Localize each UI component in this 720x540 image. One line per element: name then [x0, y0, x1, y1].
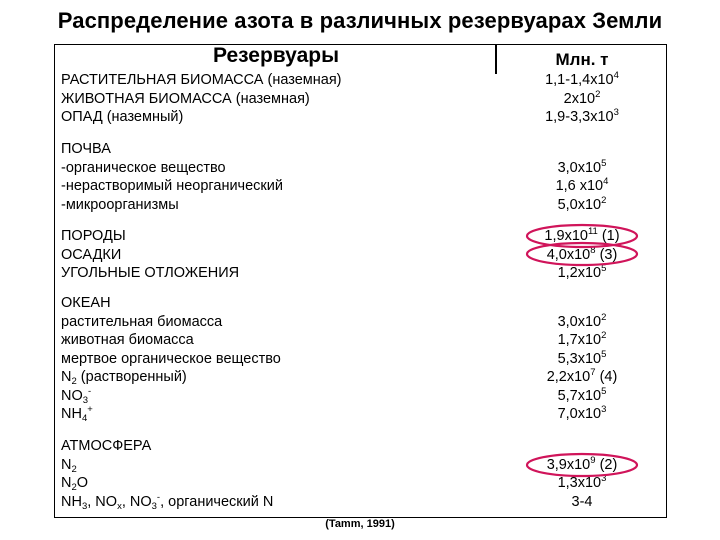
row-label: растительная биомасса	[61, 313, 223, 330]
row-label: АТМОСФЕРА	[61, 438, 152, 454]
row-label: ОСАДКИ	[61, 246, 122, 263]
row-value: $1,7x10^2$	[557, 330, 607, 348]
row-value	[498, 294, 666, 313]
row-value: $1,9-3,3x10^3$	[545, 107, 619, 125]
row-value: $3,9x10^9$ (2)	[546, 454, 618, 473]
row-label: $N_2$ (растворенный)	[61, 369, 187, 387]
row-value: 3-4	[571, 493, 593, 510]
column-header-amount: Млн. т	[555, 50, 609, 69]
row-label: -органическое вещество	[61, 159, 226, 176]
row-label: $NH_3$, $NO_x$, $NO_3^-$, органический N	[61, 491, 274, 512]
column-header-reservoirs: Резервуары	[212, 44, 340, 67]
row-value: $2,2x10^7$ (4)	[546, 367, 618, 385]
row-value: $1,9x10^{11}$ (1)	[544, 226, 620, 244]
row-value: $5,0x10^2$	[557, 194, 607, 213]
row-label: РАСТИТЕЛЬНАЯ БИОМАССА (наземная)	[61, 72, 342, 88]
section-terrestrial-values	[498, 71, 666, 127]
row-label: ПОЧВА	[61, 141, 111, 157]
section-atmosphere-values	[498, 437, 666, 511]
row-label: -нерастворимый неорганический	[61, 178, 283, 194]
row-label: ПОРОДЫ	[61, 228, 126, 244]
section-rocks-labels	[61, 227, 501, 283]
row-value: 1,6 $x10^4$	[555, 176, 609, 194]
row-label: $N_2$	[61, 456, 77, 475]
source-citation: (Tamm, 1991)	[325, 518, 395, 530]
row-label: ОКЕАН	[61, 295, 111, 311]
section-terrestrial-labels	[61, 71, 501, 127]
row-value: $1,3x10^3$	[557, 473, 607, 491]
section-soil-values	[498, 140, 666, 214]
page-title: Распределение азота в различных резервуарах Земли	[57, 8, 663, 33]
row-label: $NH_4^+$	[61, 404, 93, 424]
row-value: $5,7x10^5$	[557, 385, 607, 404]
section-soil-labels	[61, 140, 501, 214]
row-value: $5,3x10^5$	[557, 348, 607, 367]
section-atmosphere-labels	[61, 437, 501, 511]
row-label: -микроорганизмы	[61, 196, 179, 213]
section-ocean-labels	[61, 294, 501, 424]
row-value: $1,2x10^5$	[557, 263, 607, 281]
row-value: $3,0x10^2$	[557, 311, 607, 330]
row-label: мертвое органическое вещество	[61, 350, 281, 367]
row-value: $3,0x10^5$	[557, 157, 607, 176]
row-value: $1,1-1,4x10^4$	[545, 70, 619, 88]
row-label: ЖИВОТНАЯ БИОМАССА (наземная)	[61, 90, 310, 107]
row-value: $2x10^2$	[563, 88, 601, 107]
row-value	[498, 140, 666, 159]
section-rocks-values	[498, 227, 666, 283]
row-label: $NO_3^-$	[61, 385, 92, 406]
row-label: $N_2O$	[61, 475, 89, 493]
section-ocean-values	[498, 294, 666, 424]
row-label: животная биомасса	[61, 332, 194, 348]
row-label: ОПАД (наземный)	[61, 109, 184, 125]
row-label: УГОЛЬНЫЕ ОТЛОЖЕНИЯ	[61, 265, 240, 281]
row-value: $7,0x10^3$	[557, 404, 607, 422]
row-value: $4,0x10^8$ (3)	[546, 244, 618, 263]
row-value	[498, 437, 666, 456]
